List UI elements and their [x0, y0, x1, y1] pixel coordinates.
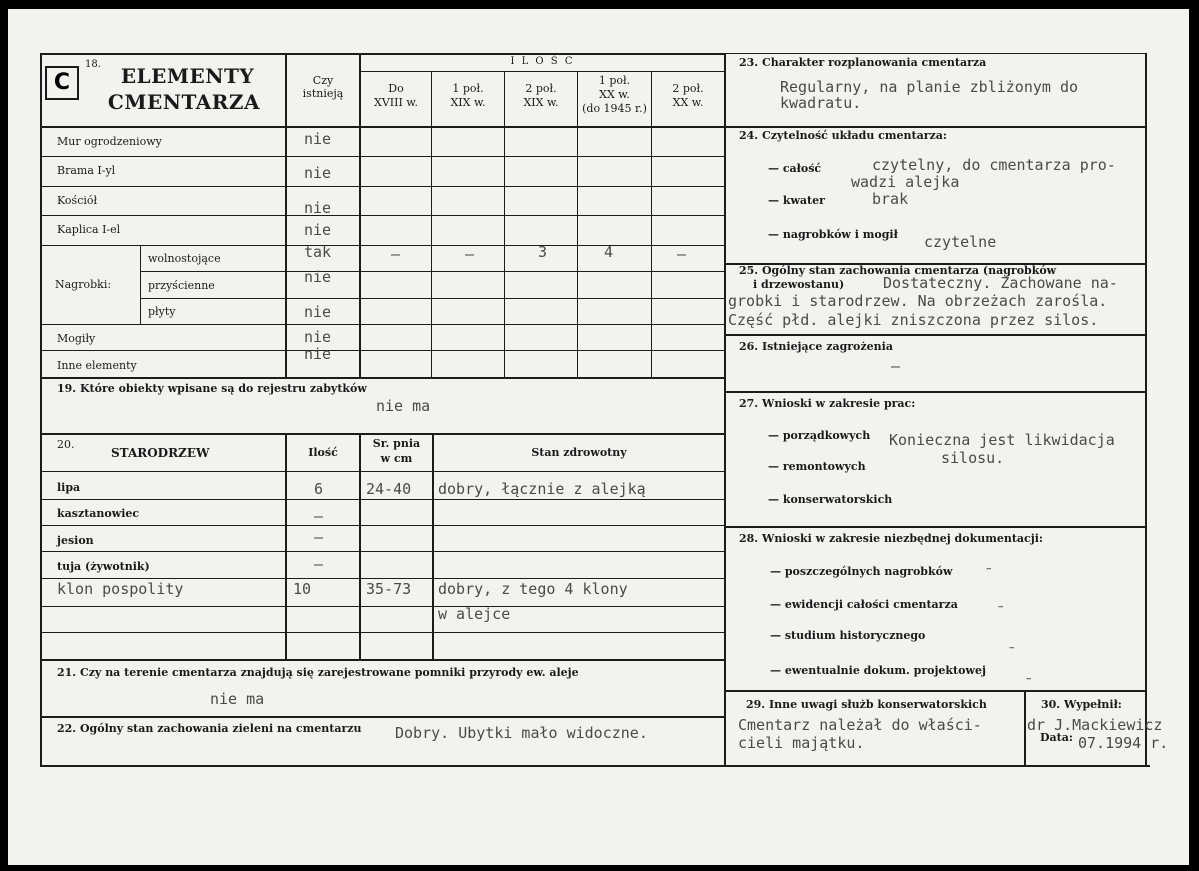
frame-top-left — [40, 53, 726, 55]
quantity-cell: – — [677, 245, 687, 263]
period-label: 2 poł. — [672, 82, 704, 95]
trees-header: STARODRZEW — [111, 446, 210, 460]
tree-health: dobry, z tego 4 klony — [438, 580, 628, 598]
h-line — [360, 71, 725, 72]
h-line — [40, 551, 726, 552]
tree-health: dobry, łącznie z alejką — [438, 480, 646, 498]
h-line — [724, 126, 1147, 128]
nagrobki-label: Nagrobki: — [55, 278, 112, 291]
quantity-cell: – — [465, 245, 475, 263]
docs-item-value: – — [986, 562, 992, 575]
section-19-value: nie ma — [376, 397, 431, 415]
v-line — [504, 71, 505, 378]
section-20-number: 20. — [57, 438, 75, 451]
tree-count: 10 — [293, 580, 312, 598]
trees-diam-header: w cm — [380, 452, 413, 465]
works-cleanup-label: — porządkowych — [768, 429, 871, 442]
section-25-label: 25. Ogólny stan zachowania cmentarza (nagrobków — [739, 264, 1057, 277]
period-label: XVIII w. — [374, 96, 418, 109]
docs-item-label: — poszczególnych nagrobków — [770, 565, 953, 578]
h-line — [40, 578, 726, 579]
legibility-graves-value: czytelne — [924, 233, 997, 251]
section-29-value: Cmentarz należał do właści- — [738, 716, 982, 734]
h-line — [40, 245, 726, 246]
v-line — [1024, 690, 1026, 767]
element-label: Inne elementy — [57, 359, 137, 372]
element-label: Kościół — [57, 194, 98, 207]
section-22-label: 22. Ogólny stan zachowania zieleni na cmentarzu — [57, 722, 362, 735]
nagrobki-type-label: przyścienne — [148, 279, 215, 292]
section-29-label: 29. Inne uwagi służb konserwatorskich — [746, 698, 987, 711]
section-19-label: 19. Które obiekty wpisane są do rejestru zabytków — [57, 382, 367, 395]
tree-count: 6 — [314, 480, 324, 498]
h-line — [40, 186, 726, 187]
section-number: 18. — [85, 59, 101, 70]
docs-item-value: – — [998, 600, 1004, 613]
element-exists: nie — [304, 130, 332, 148]
section-23-label: 23. Charakter rozplanowania cmentarza — [739, 56, 987, 69]
tree-species: klon pospolity — [57, 580, 184, 598]
trees-count-header: Ilość — [308, 446, 338, 459]
section-29-value: cieli majątku. — [738, 734, 865, 752]
section-21-label: 21. Czy na terenie cmentarza znajdują się zarejestrowane pomniki przyrody ew. aleje — [57, 666, 579, 679]
h-line — [40, 156, 726, 157]
h-line — [40, 433, 726, 435]
section-25-label: i drzewostanu) — [753, 278, 845, 291]
section-21-value: nie ma — [210, 690, 265, 708]
tree-species: kasztanowiec — [57, 507, 140, 520]
works-renovation-label: — remontowych — [768, 460, 866, 473]
v-line — [651, 71, 652, 378]
section-23-value: kwadratu. — [780, 94, 862, 112]
nagrobki-type-label: płyty — [148, 305, 176, 318]
section-28-label: 28. Wnioski w zakresie niezbędnej dokumentacji: — [739, 532, 1043, 545]
frame-bottom — [40, 765, 1150, 767]
element-label: Mogiły — [57, 332, 96, 345]
trees-health-header: Stan zdrowotny — [531, 446, 627, 459]
section-title: CMENTARZA — [107, 90, 261, 114]
section-25-value: Dostateczny. Zachowane na- — [883, 274, 1118, 292]
v-line — [140, 245, 141, 324]
filled-by-name: dr J.Mackiewicz — [1027, 716, 1163, 734]
h-line — [724, 526, 1147, 528]
period-label: Do — [388, 82, 404, 95]
h-line — [724, 690, 1147, 692]
element-label: Kaplica I-el — [57, 223, 121, 236]
legibility-graves-label: — nagrobków i mogił — [768, 228, 898, 241]
h-line — [40, 659, 726, 661]
section-title: ELEMENTY — [120, 64, 255, 88]
quantity-header: I L O Ś C — [510, 56, 575, 67]
section-27-label: 27. Wnioski w zakresie prac: — [739, 397, 916, 410]
v-line — [577, 71, 578, 378]
section-25-value: grobki i starodrzew. Na obrzeżach zarośla. — [728, 292, 1108, 310]
tree-count: – — [314, 507, 324, 525]
nagrobki-type-label: wolnostojące — [148, 252, 221, 265]
h-line — [40, 471, 726, 472]
quantity-cell: – — [391, 245, 401, 263]
h-line — [140, 271, 726, 272]
h-line — [40, 606, 726, 607]
period-label: XIX w. — [523, 96, 559, 109]
docs-item-value: – — [1009, 641, 1015, 654]
tree-diameter: 24-40 — [366, 480, 412, 498]
period-label: 1 poł. — [452, 82, 484, 95]
tree-count: – — [314, 555, 324, 573]
docs-item-value: – — [1026, 672, 1032, 685]
nagrobki-exists: nie — [304, 268, 332, 286]
h-line — [40, 499, 726, 500]
docs-item-label: — studium historycznego — [770, 629, 926, 642]
frame-right — [1145, 53, 1147, 767]
period-label: XX w. — [599, 88, 630, 101]
legibility-quarters-label: — kwater — [768, 194, 825, 207]
h-line — [40, 716, 726, 718]
quantity-cell: 4 — [604, 243, 614, 261]
docs-item-label: — ewentualnie dokum. projektowej — [770, 664, 986, 677]
period-label: XX w. — [672, 96, 704, 109]
card-letter-box: C — [45, 66, 79, 100]
element-exists: nie — [304, 345, 332, 363]
h-line — [40, 126, 726, 128]
element-label: Mur ogrodzeniowy — [57, 135, 162, 148]
legibility-whole-value: czytelny, do cmentarza pro- — [872, 156, 1116, 174]
trees-diam-header: Sr. pnia — [372, 437, 421, 450]
nagrobki-exists: tak — [304, 243, 332, 261]
h-line — [40, 632, 726, 633]
legibility-quarters-value: brak — [872, 190, 909, 208]
tree-diameter: 35-73 — [366, 580, 412, 598]
column-header-exists: Czy istnieją — [302, 74, 344, 100]
h-line — [40, 324, 726, 325]
legibility-whole-value: wadzi alejka — [851, 173, 960, 191]
h-line — [40, 215, 726, 216]
h-line — [724, 391, 1147, 393]
h-line — [140, 298, 726, 299]
h-line — [40, 377, 726, 379]
tree-health: w alejce — [438, 605, 511, 623]
tree-species: tuja (żywotnik) — [57, 560, 150, 573]
quantity-cell: 3 — [538, 243, 548, 261]
v-line — [432, 433, 434, 660]
section-30-label: 30. Wypełnił: — [1041, 698, 1122, 711]
period-label: XIX w. — [450, 96, 486, 109]
element-exists: nie — [304, 221, 332, 239]
works-conservation-label: — konserwatorskich — [768, 493, 893, 506]
period-label: (do 1945 r.) — [582, 102, 647, 115]
element-exists: nie — [304, 164, 332, 182]
tree-species: lipa — [57, 481, 81, 494]
section-26-label: 26. Istniejące zagrożenia — [739, 340, 893, 353]
section-23-value: Regularny, na planie zbliżonym do — [780, 78, 1079, 96]
v-line — [359, 433, 361, 660]
inventory-card — [8, 9, 1189, 865]
date-value: 07.1994 r. — [1078, 734, 1169, 752]
docs-item-label: — ewidencji całości cmentarza — [770, 598, 958, 611]
element-label: Brama I-yl — [57, 164, 116, 177]
period-label: 1 poł. — [598, 74, 631, 87]
v-line — [431, 71, 432, 378]
element-exists: nie — [304, 328, 332, 346]
h-line — [40, 350, 726, 351]
h-line — [724, 334, 1147, 336]
works-cleanup-value: Konieczna jest likwidacja — [889, 431, 1115, 449]
element-exists: nie — [304, 199, 332, 217]
v-line — [285, 433, 287, 660]
section-25-value: Część płd. alejki zniszczona przez silos. — [728, 311, 1099, 329]
date-label: Data: — [1040, 731, 1073, 744]
tree-count: – — [314, 528, 324, 546]
section-22-value: Dobry. Ubytki mało widoczne. — [395, 724, 648, 742]
section-26-value: – — [891, 357, 901, 375]
frame-top-right — [724, 53, 1146, 54]
nagrobki-exists: nie — [304, 303, 332, 321]
period-label: 2 poł. — [525, 82, 557, 95]
works-cleanup-value: silosu. — [941, 449, 1005, 467]
legibility-whole-label: — całość — [768, 162, 822, 175]
h-line — [40, 525, 726, 526]
section-24-label: 24. Czytelność układu cmentarza: — [739, 129, 947, 142]
tree-species: jesion — [57, 534, 94, 547]
